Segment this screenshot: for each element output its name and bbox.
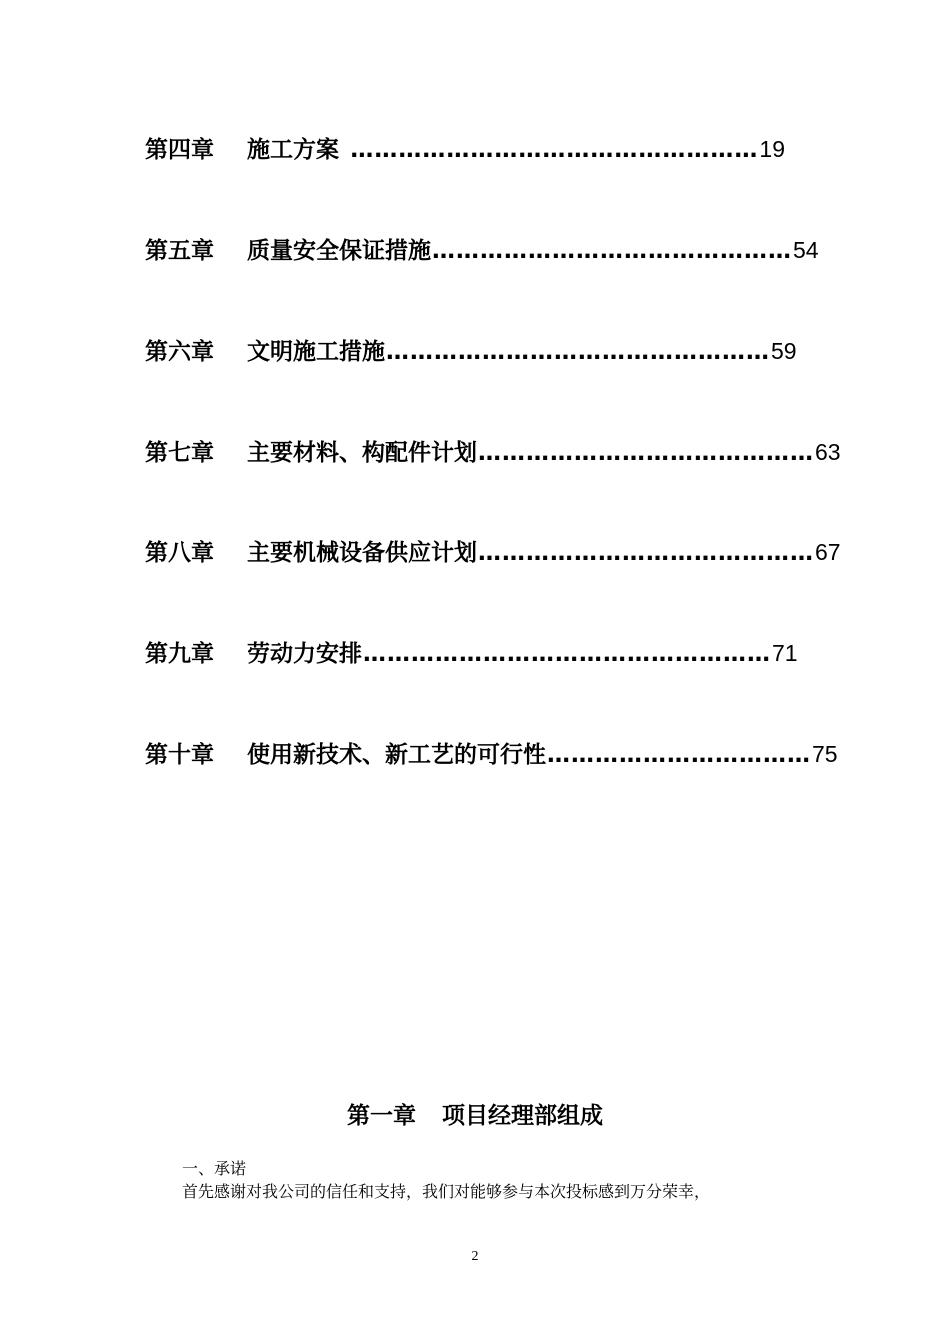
toc-leader-dots: …………………………………… (478, 440, 814, 466)
toc-page-number: 75 (812, 741, 838, 767)
toc-entry-chapter-8 (145, 534, 841, 570)
toc-page-number: 59 (771, 338, 797, 364)
toc-leader-dots: …………………………………… (478, 540, 814, 566)
toc-leader-dots: …………………………………………… (350, 137, 759, 163)
toc-page-number: 71 (772, 640, 798, 666)
heading-title: 项目经理部组成 (442, 1103, 603, 1129)
toc-title: 使用新技术、新工艺的可行性 (247, 742, 546, 768)
toc-entry-chapter-9 (145, 635, 798, 671)
toc-title: 主要机械设备供应计划 (247, 540, 477, 566)
toc-page-number: 54 (793, 237, 819, 263)
toc-entry-chapter-10 (145, 736, 838, 772)
toc-title: 施工方案 (247, 137, 339, 163)
body-paragraph: 首先感谢对我公司的信任和支持，我们对能够参与本次投标感到万分荣幸， (182, 1182, 711, 1201)
toc-page-number: 67 (815, 539, 841, 565)
page-number: 2 (471, 1249, 479, 1264)
toc-title: 劳动力安排 (247, 641, 362, 667)
toc-chapter-label: 第四章 (145, 137, 214, 163)
toc-chapter-label: 第五章 (145, 238, 214, 264)
toc-chapter-label: 第七章 (145, 440, 214, 466)
toc-chapter-label: 第六章 (145, 339, 214, 365)
toc-leader-dots: ……………………………………… (432, 238, 792, 264)
heading-chapter-label: 第一章 (347, 1103, 416, 1129)
toc-entry-chapter-6 (145, 333, 797, 369)
toc-entry-chapter-4 (145, 131, 785, 167)
toc-chapter-label: 第八章 (145, 540, 214, 566)
section-label: 一、承诺 (182, 1159, 247, 1178)
toc-chapter-label: 第九章 (145, 641, 214, 667)
toc-page-number: 19 (759, 136, 785, 162)
chapter-heading (0, 1098, 950, 1134)
toc-leader-dots: …………………………… (547, 742, 811, 768)
toc-entry-chapter-5 (145, 232, 819, 268)
toc-title: 主要材料、构配件计划 (247, 440, 477, 466)
toc-title: 文明施工措施 (247, 339, 385, 365)
toc-page-number: 63 (815, 439, 841, 465)
toc-title: 质量安全保证措施 (247, 238, 431, 264)
toc-entry-chapter-7 (145, 434, 841, 470)
toc-leader-dots: …………………………………………… (363, 641, 771, 667)
toc-leader-dots: ………………………………………… (386, 339, 770, 365)
toc-chapter-label: 第十章 (145, 742, 214, 768)
